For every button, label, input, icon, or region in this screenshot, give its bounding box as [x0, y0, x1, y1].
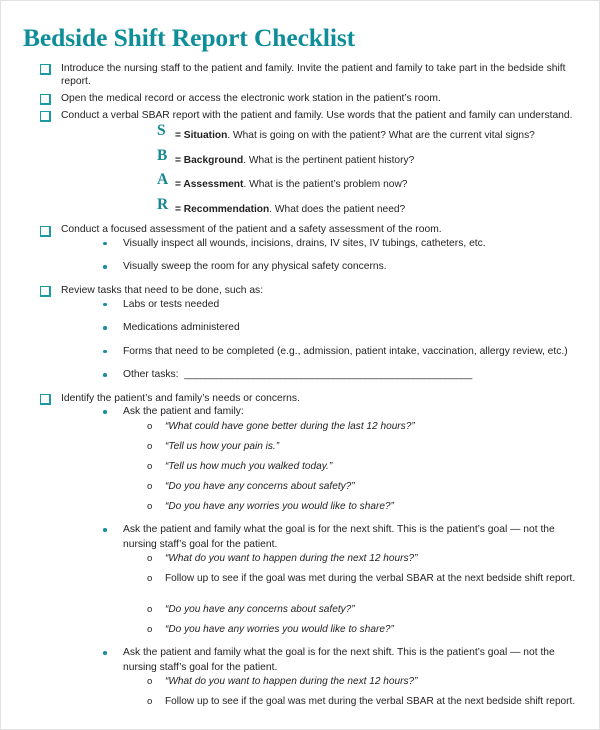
question-text: “Tell us how your pain is.”: [165, 441, 280, 453]
checklist-item-label: Open the medical record or access the electronic work station in the patient’s room.: [61, 92, 441, 104]
checklist-item-label: Review tasks that need to be done, such as:: [61, 284, 264, 296]
page-title: Bedside Shift Report Checklist: [23, 23, 356, 52]
question-text: “Tell us how much you walked today.”: [165, 461, 333, 473]
bullet-dot-icon: [103, 326, 107, 330]
list-item: [147, 420, 581, 434]
circle-marker-icon: o: [147, 696, 153, 708]
bullet-dot-icon: [103, 528, 107, 532]
checkbox-icon[interactable]: [40, 226, 51, 237]
list-item-label: Labs or tests needed: [123, 298, 220, 310]
page-content: [1, 1, 599, 709]
circle-marker-icon: o: [147, 573, 153, 585]
question-text: “Do you have any concerns about safety?”: [165, 604, 355, 616]
circle-marker-icon: o: [147, 461, 153, 473]
focused-assessment-bullets: [61, 237, 581, 275]
circle-marker-icon: o: [147, 676, 153, 688]
checklist-item-verbal-sbar[interactable]: [40, 109, 581, 217]
sbar-letter-a: A: [157, 171, 169, 189]
sbar-block: [61, 122, 581, 217]
circle-marker-icon: o: [147, 441, 153, 453]
list-item: [147, 500, 581, 514]
goal-followup-text: Follow up to see if the goal was met during the verbal SBAR at the next bedside shift report.: [165, 696, 576, 708]
list-item-label: Visually sweep the room for any physical safety concerns.: [123, 261, 387, 273]
review-tasks-bullets: [61, 298, 581, 383]
list-item: [101, 260, 581, 275]
sbar-definition-assessment: [175, 177, 407, 192]
circle-marker-icon: o: [147, 421, 153, 433]
list-item: [101, 237, 581, 252]
circle-marker-icon: o: [147, 501, 153, 513]
list-item-label: Forms that need to be completed (e.g., admission, patient intake, vaccination, allergy review, etc.): [123, 345, 568, 357]
list-item: [147, 480, 581, 494]
goal-block-1-intro: Ask the patient and family what the goal is for the next shift. This is the patient’s goal — not the nursing staff’s goal for the patient.: [123, 524, 555, 550]
bullet-dot-icon: [103, 242, 107, 246]
question-text: “Do you have any concerns about safety?”: [165, 481, 355, 493]
circle-marker-icon: o: [147, 481, 153, 493]
circle-marker-icon: o: [147, 624, 153, 636]
bullet-dot-icon: [103, 265, 107, 269]
list-item-ask-patient: [101, 405, 581, 514]
list-item: [101, 345, 581, 360]
goal-question-text: “What do you want to happen during the next 12 hours?”: [165, 553, 418, 565]
checkbox-icon[interactable]: [40, 111, 51, 122]
list-item-label: Visually inspect all wounds, incisions, drains, IV sites, IV tubings, catheters, etc.: [123, 237, 486, 249]
checklist: [23, 62, 581, 710]
checkbox-icon[interactable]: [40, 394, 51, 405]
list-item: [101, 298, 581, 313]
list-item: [147, 695, 581, 709]
list-item-goal-block-1: [101, 523, 581, 637]
sbar-question-recommendation: . What does the patient need?: [269, 203, 406, 215]
sbar-definition-background: [175, 153, 414, 168]
bullet-dot-icon: [103, 303, 107, 307]
sbar-letter-b: B: [157, 146, 168, 164]
circle-marker-icon: o: [147, 604, 153, 616]
list-item: [147, 675, 581, 689]
bullet-dot-icon: [103, 410, 107, 414]
other-tasks-blank-field[interactable]: ______________________________________________________: [184, 369, 472, 381]
checklist-item-open-record[interactable]: [40, 92, 581, 106]
goal-block-1-items: [123, 552, 581, 586]
list-item: [147, 623, 581, 637]
sbar-letter-r: R: [157, 195, 169, 213]
sbar-row-background: [157, 146, 581, 168]
bullet-dot-icon: [103, 373, 107, 377]
sbar-term-assessment: = Assessment: [175, 179, 244, 191]
checklist-item-label: Introduce the nursing staff to the patient and family. Invite the patient and family to take part in the bedside shift report.: [61, 62, 566, 88]
identify-needs-bullets: [61, 405, 581, 709]
ask-patient-intro: Ask the patient and family:: [123, 406, 244, 418]
checklist-item-identify-needs[interactable]: [40, 392, 581, 710]
sbar-question-assessment: . What is the patient’s problem now?: [243, 179, 408, 191]
sbar-question-background: . What is the pertinent patient history?: [243, 154, 415, 166]
sbar-term-situation: = Situation: [175, 130, 228, 142]
checklist-item-focused-assessment[interactable]: [40, 223, 581, 275]
goal-followup-text: Follow up to see if the goal was met during the verbal SBAR at the next bedside shift report.: [165, 573, 576, 585]
checklist-item-introduce[interactable]: [40, 62, 581, 89]
sbar-row-recommendation: [157, 195, 581, 217]
question-text: “Do you have any worries you would like to share?”: [165, 624, 394, 636]
list-item-label: Medications administered: [123, 322, 240, 334]
sbar-term-background: = Background: [175, 154, 244, 166]
checkbox-icon[interactable]: [40, 64, 51, 75]
sbar-letter-s: S: [157, 122, 166, 140]
list-item: [147, 572, 581, 586]
other-tasks-row: [123, 368, 581, 383]
sbar-definition-situation: [175, 128, 535, 143]
checkbox-icon[interactable]: [40, 286, 51, 297]
checklist-item-review-tasks[interactable]: [40, 284, 581, 383]
goal-block-2-intro: Ask the patient and family what the goal is for the next shift. This is the patient’s goal — not the nursing staff’s goal for the patient.: [123, 647, 555, 673]
list-item: [101, 321, 581, 336]
sbar-question-situation: . What is going on with the patient? What are the current vital signs?: [227, 130, 535, 142]
list-item: [147, 440, 581, 454]
bullet-dot-icon: [103, 651, 107, 655]
list-item-goal-block-2: [101, 646, 581, 709]
list-item: [147, 552, 581, 566]
checklist-item-label: Identify the patient’s and family’s needs or concerns.: [61, 392, 300, 404]
goal-block-1-extra-items: [123, 603, 581, 637]
checklist-item-label: Conduct a verbal SBAR report with the patient and family. Use words that the patient and family can understand.: [61, 109, 573, 121]
list-item-other-tasks: [101, 368, 581, 383]
sbar-term-recommendation: = Recommendation: [175, 203, 270, 215]
circle-marker-icon: o: [147, 553, 153, 565]
list-item: [147, 603, 581, 617]
list-item: [147, 460, 581, 474]
checkbox-icon[interactable]: [40, 94, 51, 105]
goal-question-text: “What do you want to happen during the next 12 hours?”: [165, 676, 418, 688]
other-tasks-label: Other tasks:: [123, 369, 179, 381]
question-text: “What could have gone better during the last 12 hours?”: [165, 421, 415, 433]
bullet-dot-icon: [103, 350, 107, 354]
sbar-row-situation: [157, 122, 581, 143]
ask-patient-questions: [123, 420, 581, 514]
section-spacer: [123, 592, 581, 603]
goal-block-2-items: [123, 675, 581, 709]
sbar-row-assessment: [157, 171, 581, 192]
question-text: “Do you have any worries you would like to share?”: [165, 501, 394, 513]
sbar-definition-recommendation: [175, 202, 405, 217]
checklist-item-label: Conduct a focused assessment of the patient and a safety assessment of the room.: [61, 224, 442, 236]
